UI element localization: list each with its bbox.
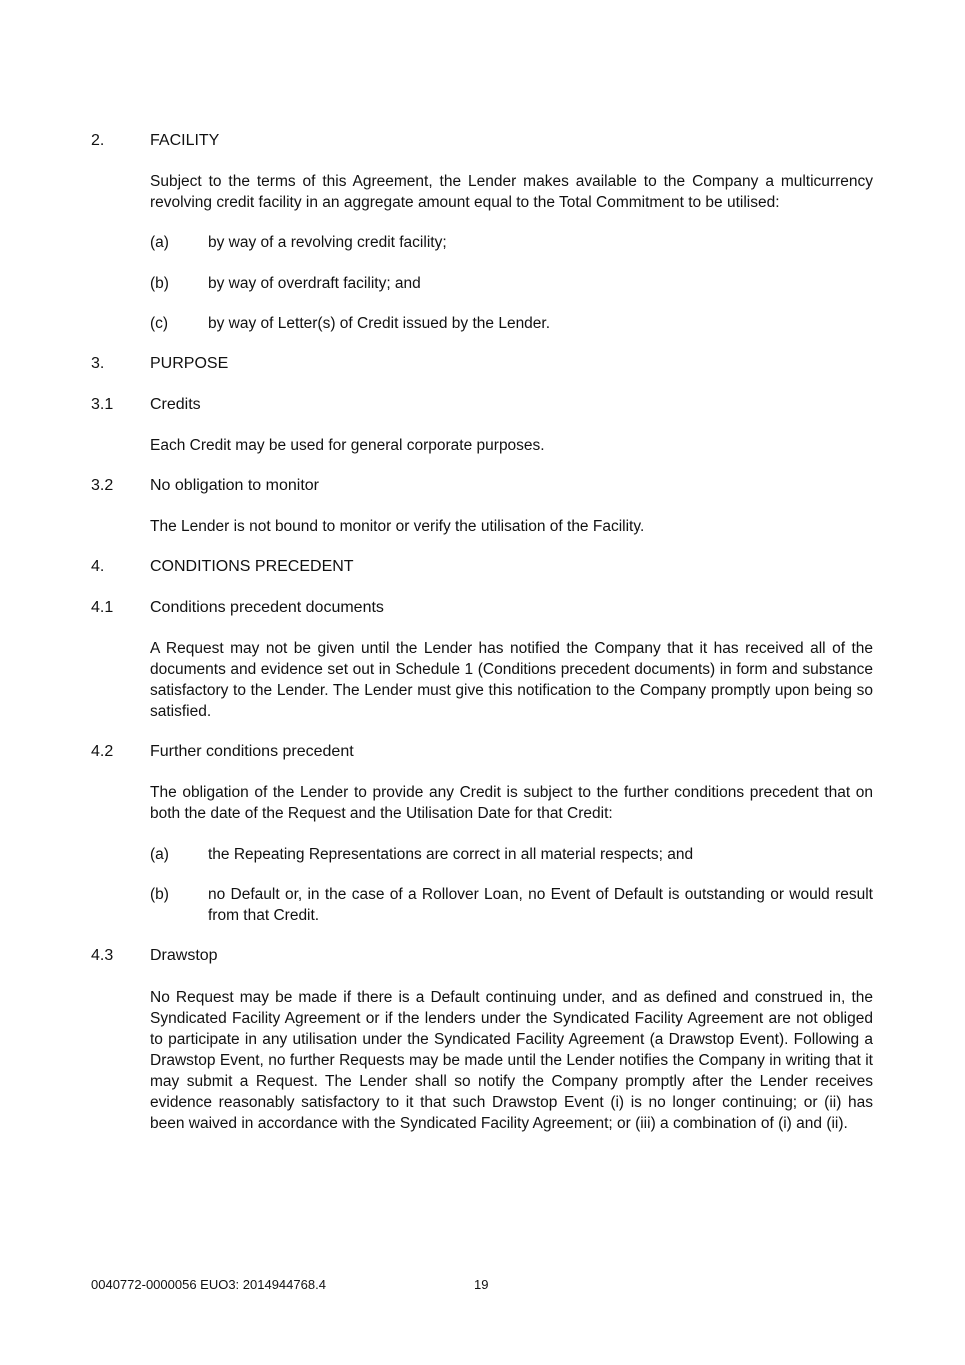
section-title: No obligation to monitor	[150, 477, 319, 494]
section-title: Further conditions precedent	[150, 743, 354, 760]
section-number: 3.	[91, 355, 105, 372]
section-title: Drawstop	[150, 947, 218, 964]
footer-doc-ref: 0040772-0000056 EUO3: 2014944768.4	[91, 1277, 326, 1292]
section-number: 2.	[91, 132, 105, 149]
section-title: PURPOSE	[150, 355, 229, 372]
list-item-text: no Default or, in the case of a Rollover Loan, no Event of Default is outstanding or would result from that Credit.	[208, 886, 873, 924]
list-item-text: by way of Letter(s) of Credit issued by the Lender.	[208, 315, 551, 332]
footer-page-number: 19	[474, 1277, 489, 1292]
list-item-label: (a)	[150, 846, 169, 863]
section-number: 4.	[91, 558, 105, 575]
further-cp-paragraph: The obligation of the Lender to provide any Credit is subject to the further conditions precedent that on both the date of the Request and the Utilisation Date for that Credit:	[150, 784, 873, 822]
credits-paragraph: Each Credit may be used for general corporate purposes.	[150, 437, 545, 454]
section-number: 3.1	[91, 396, 114, 413]
list-item-label: (b)	[150, 275, 169, 292]
list-item-label: (b)	[150, 886, 169, 903]
no-obligation-paragraph: The Lender is not bound to monitor or verify the utilisation of the Facility.	[150, 518, 645, 535]
section-number: 4.1	[91, 599, 114, 616]
section-title: Conditions precedent documents	[150, 599, 384, 616]
section-title: CONDITIONS PRECEDENT	[150, 558, 354, 575]
drawstop-paragraph: No Request may be made if there is a Default continuing under, and as defined and construed in, the Syndicated Facility Agreement or if the lenders under the Syndicated Facility Agreement are not obliged to participate in any utilisation under the Syndicated Facility Agreement (a Drawstop Event). Following a Drawstop Event, no further Requests may be made until the Lender notifies the Company in writing that it may submit a Request. The Lender shall so notify the Company promptly after the Lender receives evidence reasonably satisfactory to it that such Drawstop Event (i) is no longer continuing; or (ii) has been waived in accordance with the Syndicated Facility Agreement; or (iii) a combination of (i) and (ii).	[150, 989, 873, 1132]
section-number: 4.2	[91, 743, 114, 760]
section-title: FACILITY	[150, 132, 220, 149]
facility-paragraph: Subject to the terms of this Agreement, the Lender makes available to the Company a multicurrency revolving credit facility in an aggregate amount equal to the Total Commitment to be utilised:	[150, 173, 873, 211]
list-item-text: the Repeating Representations are correct in all material respects; and	[208, 846, 694, 863]
section-title: Credits	[150, 396, 201, 413]
list-item-text: by way of overdraft facility; and	[208, 275, 421, 292]
list-item-text: by way of a revolving credit facility;	[208, 234, 447, 251]
list-item-label: (a)	[150, 234, 169, 251]
cp-documents-paragraph: A Request may not be given until the Lender has notified the Company that it has received all of the documents and evidence set out in Schedule 1 (Conditions precedent documents) in form and substance satisfactory to the Lender. The Lender must give this notification to the Company promptly upon being so satisfied.	[150, 640, 873, 720]
section-number: 4.3	[91, 947, 114, 964]
list-item-label: (c)	[150, 315, 169, 332]
section-number: 3.2	[91, 477, 114, 494]
